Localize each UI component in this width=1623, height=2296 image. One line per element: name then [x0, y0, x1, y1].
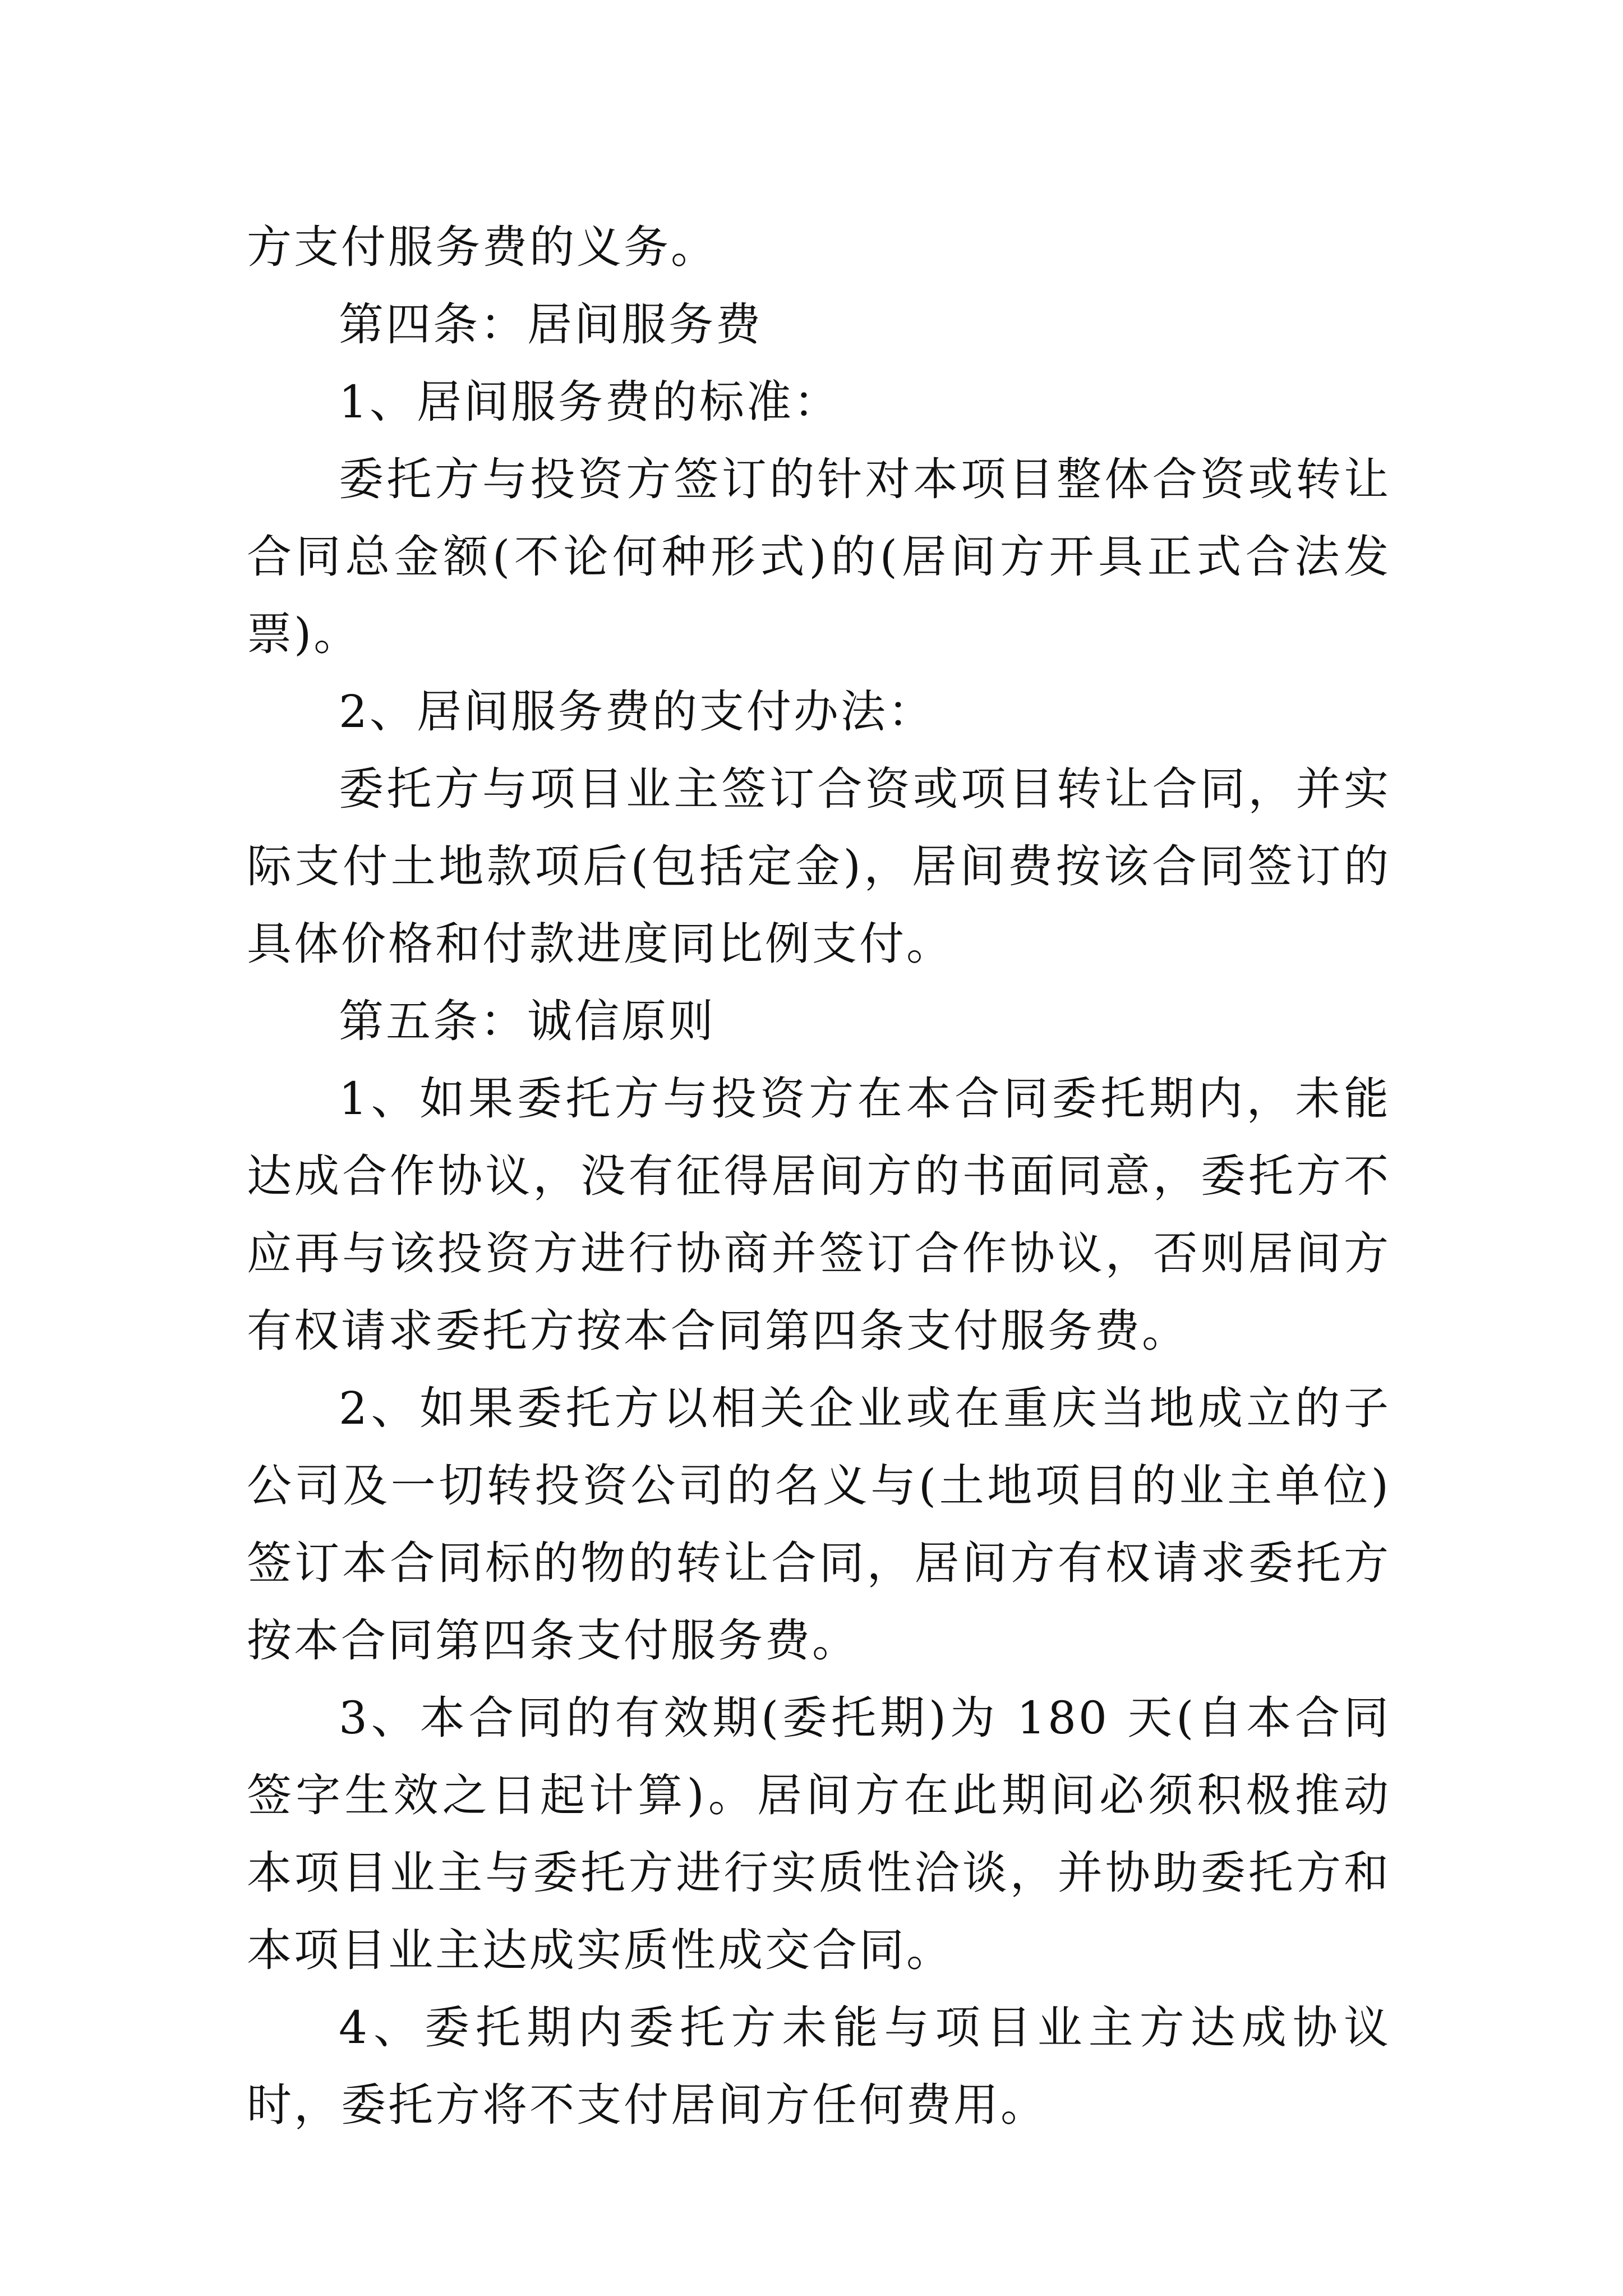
article-4-item-2-heading: 2、居间服务费的支付办法：	[339, 685, 935, 738]
document-body	[247, 209, 1391, 2144]
article-4-item-1-text: 委托方与投资方签订的针对本项目整体合资或转让合同总金额(不论何种形式)的(居间方开具正式合法发票)。	[247, 453, 1391, 660]
article-5-item-2: 2、如果委托方以相关企业或在重庆当地成立的子公司及一切转投资公司的名义与(土地项目的业主单位)签订本合同标的物的转让合同，居间方有权请求委托方按本合同第四条支付服务费。	[247, 1382, 1391, 1667]
article-4-heading: 第四条：居间服务费	[339, 298, 763, 351]
article-5-heading: 第五条：诚信原则	[339, 995, 716, 1047]
article-5-item-4: 4、委托期内委托方未能与项目业主方达成协议时，委托方将不支付居间方任何费用。	[247, 2001, 1391, 2131]
article-5-item-3: 3、本合同的有效期(委托期)为 180 天(自本合同签字生效之日起计算)。居间方在此期间必须积极推动本项目业主与委托方进行实质性洽谈，并协助委托方和本项目业主达成实质性成交合同。	[247, 1692, 1391, 1976]
article-4-item-2-text: 委托方与项目业主签订合资或项目转让合同，并实际支付土地款项后(包括定金)，居间费按该合同签订的具体价格和付款进度同比例支付。	[247, 763, 1391, 970]
article-5-item-1: 1、如果委托方与投资方在本合同委托期内，未能达成合作协议，没有征得居间方的书面同意，委托方不应再与该投资方进行协商并签订合作协议，否则居间方有权请求委托方按本合同第四条支付服务费。	[247, 1073, 1391, 1357]
article-4-item-1-heading: 1、居间服务费的标准：	[339, 376, 841, 428]
paragraph-continuation: 方支付服务费的义务。	[247, 221, 718, 273]
